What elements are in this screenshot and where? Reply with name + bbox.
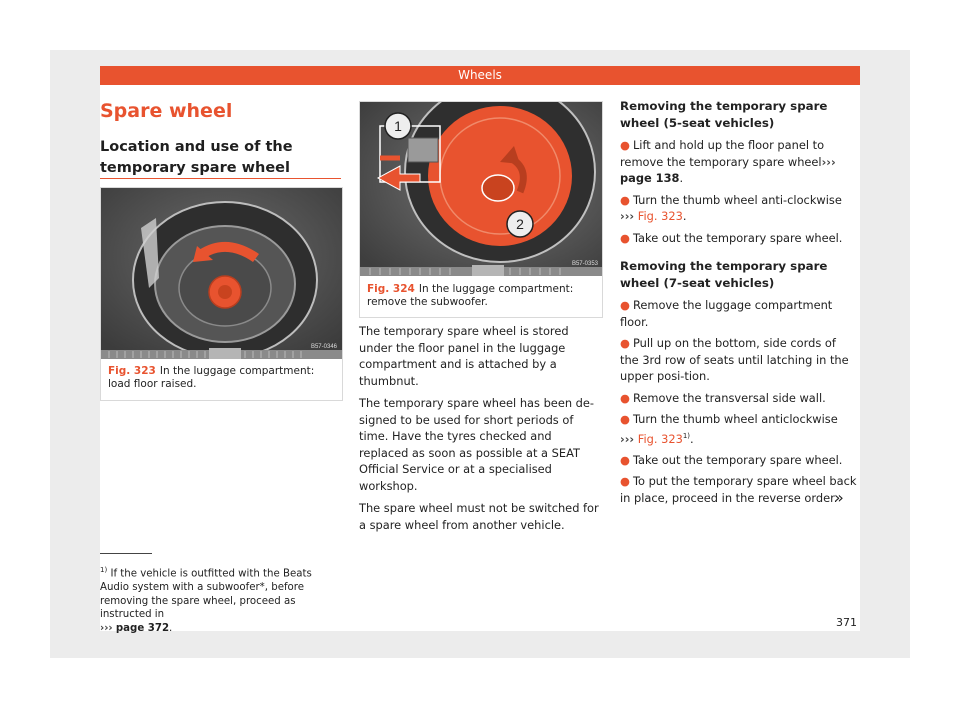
bullet-icon: ●	[620, 474, 630, 489]
bullet-icon: ●	[620, 390, 630, 405]
list-item	[620, 390, 858, 407]
figure-323	[100, 187, 343, 401]
figure-caption	[367, 283, 595, 309]
figure-code: B57-0346	[310, 344, 337, 350]
footnote-rule	[100, 553, 152, 554]
heading-7-seat: Removing the temporary spare wheel (7-seat vehicles)	[620, 259, 828, 290]
ref-link[interactable]: page 138	[620, 171, 680, 185]
heading-5-seat: Removing the temporary spare wheel (5-seat vehicles)	[620, 99, 828, 130]
list-item	[620, 452, 858, 469]
bullet-icon: ●	[620, 452, 630, 467]
list-item	[620, 192, 858, 225]
footnote-ref-arrows: ›››	[100, 622, 113, 634]
figure-caption-text: In the luggage compartment: load floor raised.	[108, 365, 315, 390]
list-item	[620, 230, 858, 247]
list-item	[620, 411, 858, 447]
paragraph: The temporary spare wheel has been de-signed to be used for short periods of time. Have the tyres checked and replaced as soon as possible at a SEAT Official Service or at a specialised workshop.	[359, 396, 595, 493]
paragraph: The spare wheel must not be switched for a spare wheel from another vehicle.	[359, 501, 599, 532]
bullet-icon: ●	[620, 138, 630, 152]
ref-arrows: ›››	[620, 431, 635, 446]
bullet-icon: ●	[620, 192, 630, 207]
spare-wheel-illustration	[101, 188, 342, 359]
section-title: Spare wheel	[100, 100, 233, 122]
subwoofer-illustration	[360, 102, 602, 276]
list-item	[620, 335, 858, 385]
bullet-icon: ●	[620, 230, 630, 245]
chapter-header: Wheels	[100, 66, 860, 85]
step-text: Pull up on the bottom, side cords of the 3rd row of seats until latching in the upper posi-tion.	[620, 336, 849, 383]
step-period: .	[679, 171, 684, 185]
step-text: To put the temporary spare wheel back in place, proceed in the reverse order.	[620, 474, 857, 505]
step-text: Turn the thumb wheel anticlockwise	[632, 412, 838, 426]
paragraph: The temporary spare wheel is stored under the floor panel in the luggage compartment and is attached by a thumbnut.	[359, 324, 569, 388]
step-text: Take out the temporary spare wheel.	[632, 230, 843, 245]
ref-arrows: ›››	[620, 209, 635, 223]
ref-link[interactable]: Fig. 323	[637, 431, 683, 446]
footnote-text: If the vehicle is outfitted with the Beats Audio system with a subwoofer*, before removing the spare wheel, proceed as instructed in	[100, 568, 312, 621]
section-subtitle: Location and use of the temporary spare wheel	[100, 139, 293, 176]
step-period: .	[682, 209, 687, 223]
footnote-ref-link[interactable]: page 372	[115, 622, 170, 634]
step-text: Remove the transversal side wall.	[632, 390, 826, 405]
callout-1: 1	[394, 118, 402, 134]
continue-mark: »	[834, 488, 844, 507]
bullet-icon: ●	[620, 412, 630, 426]
list-item	[620, 137, 858, 187]
bullet-icon: ●	[620, 336, 630, 350]
step-text: Lift and hold up the floor panel to remove the temporary spare wheel	[620, 138, 825, 169]
footnote-ref: 1)	[682, 431, 691, 440]
figure-code: B57-0353	[571, 261, 598, 267]
ref-arrows: ›››	[821, 154, 836, 169]
bullet-icon: ●	[620, 298, 630, 312]
step-text: Take out the temporary spare wheel.	[632, 452, 843, 467]
step-period: .	[690, 431, 694, 446]
step-text: Remove the luggage compartment floor.	[620, 298, 833, 329]
list-item	[620, 297, 858, 330]
right-column	[620, 98, 858, 511]
page-number: 371	[836, 616, 857, 629]
middle-text	[359, 323, 601, 539]
subtitle-rule	[100, 178, 341, 179]
figure-number: Fig. 324	[367, 283, 415, 295]
ref-link[interactable]: Fig. 323	[637, 209, 683, 223]
step-text: Turn the thumb wheel anti-clockwise	[632, 192, 842, 207]
callout-2: 2	[516, 216, 524, 232]
footnote-period: .	[169, 622, 173, 634]
figure-number: Fig. 323	[108, 365, 156, 377]
footnote-mark: 1)	[100, 566, 108, 574]
footnote	[100, 564, 340, 635]
figure-324	[359, 101, 603, 318]
figure-caption	[108, 365, 334, 391]
figure-caption-text: In the luggage compartment: remove the subwoofer.	[367, 283, 574, 308]
list-item	[620, 473, 858, 506]
